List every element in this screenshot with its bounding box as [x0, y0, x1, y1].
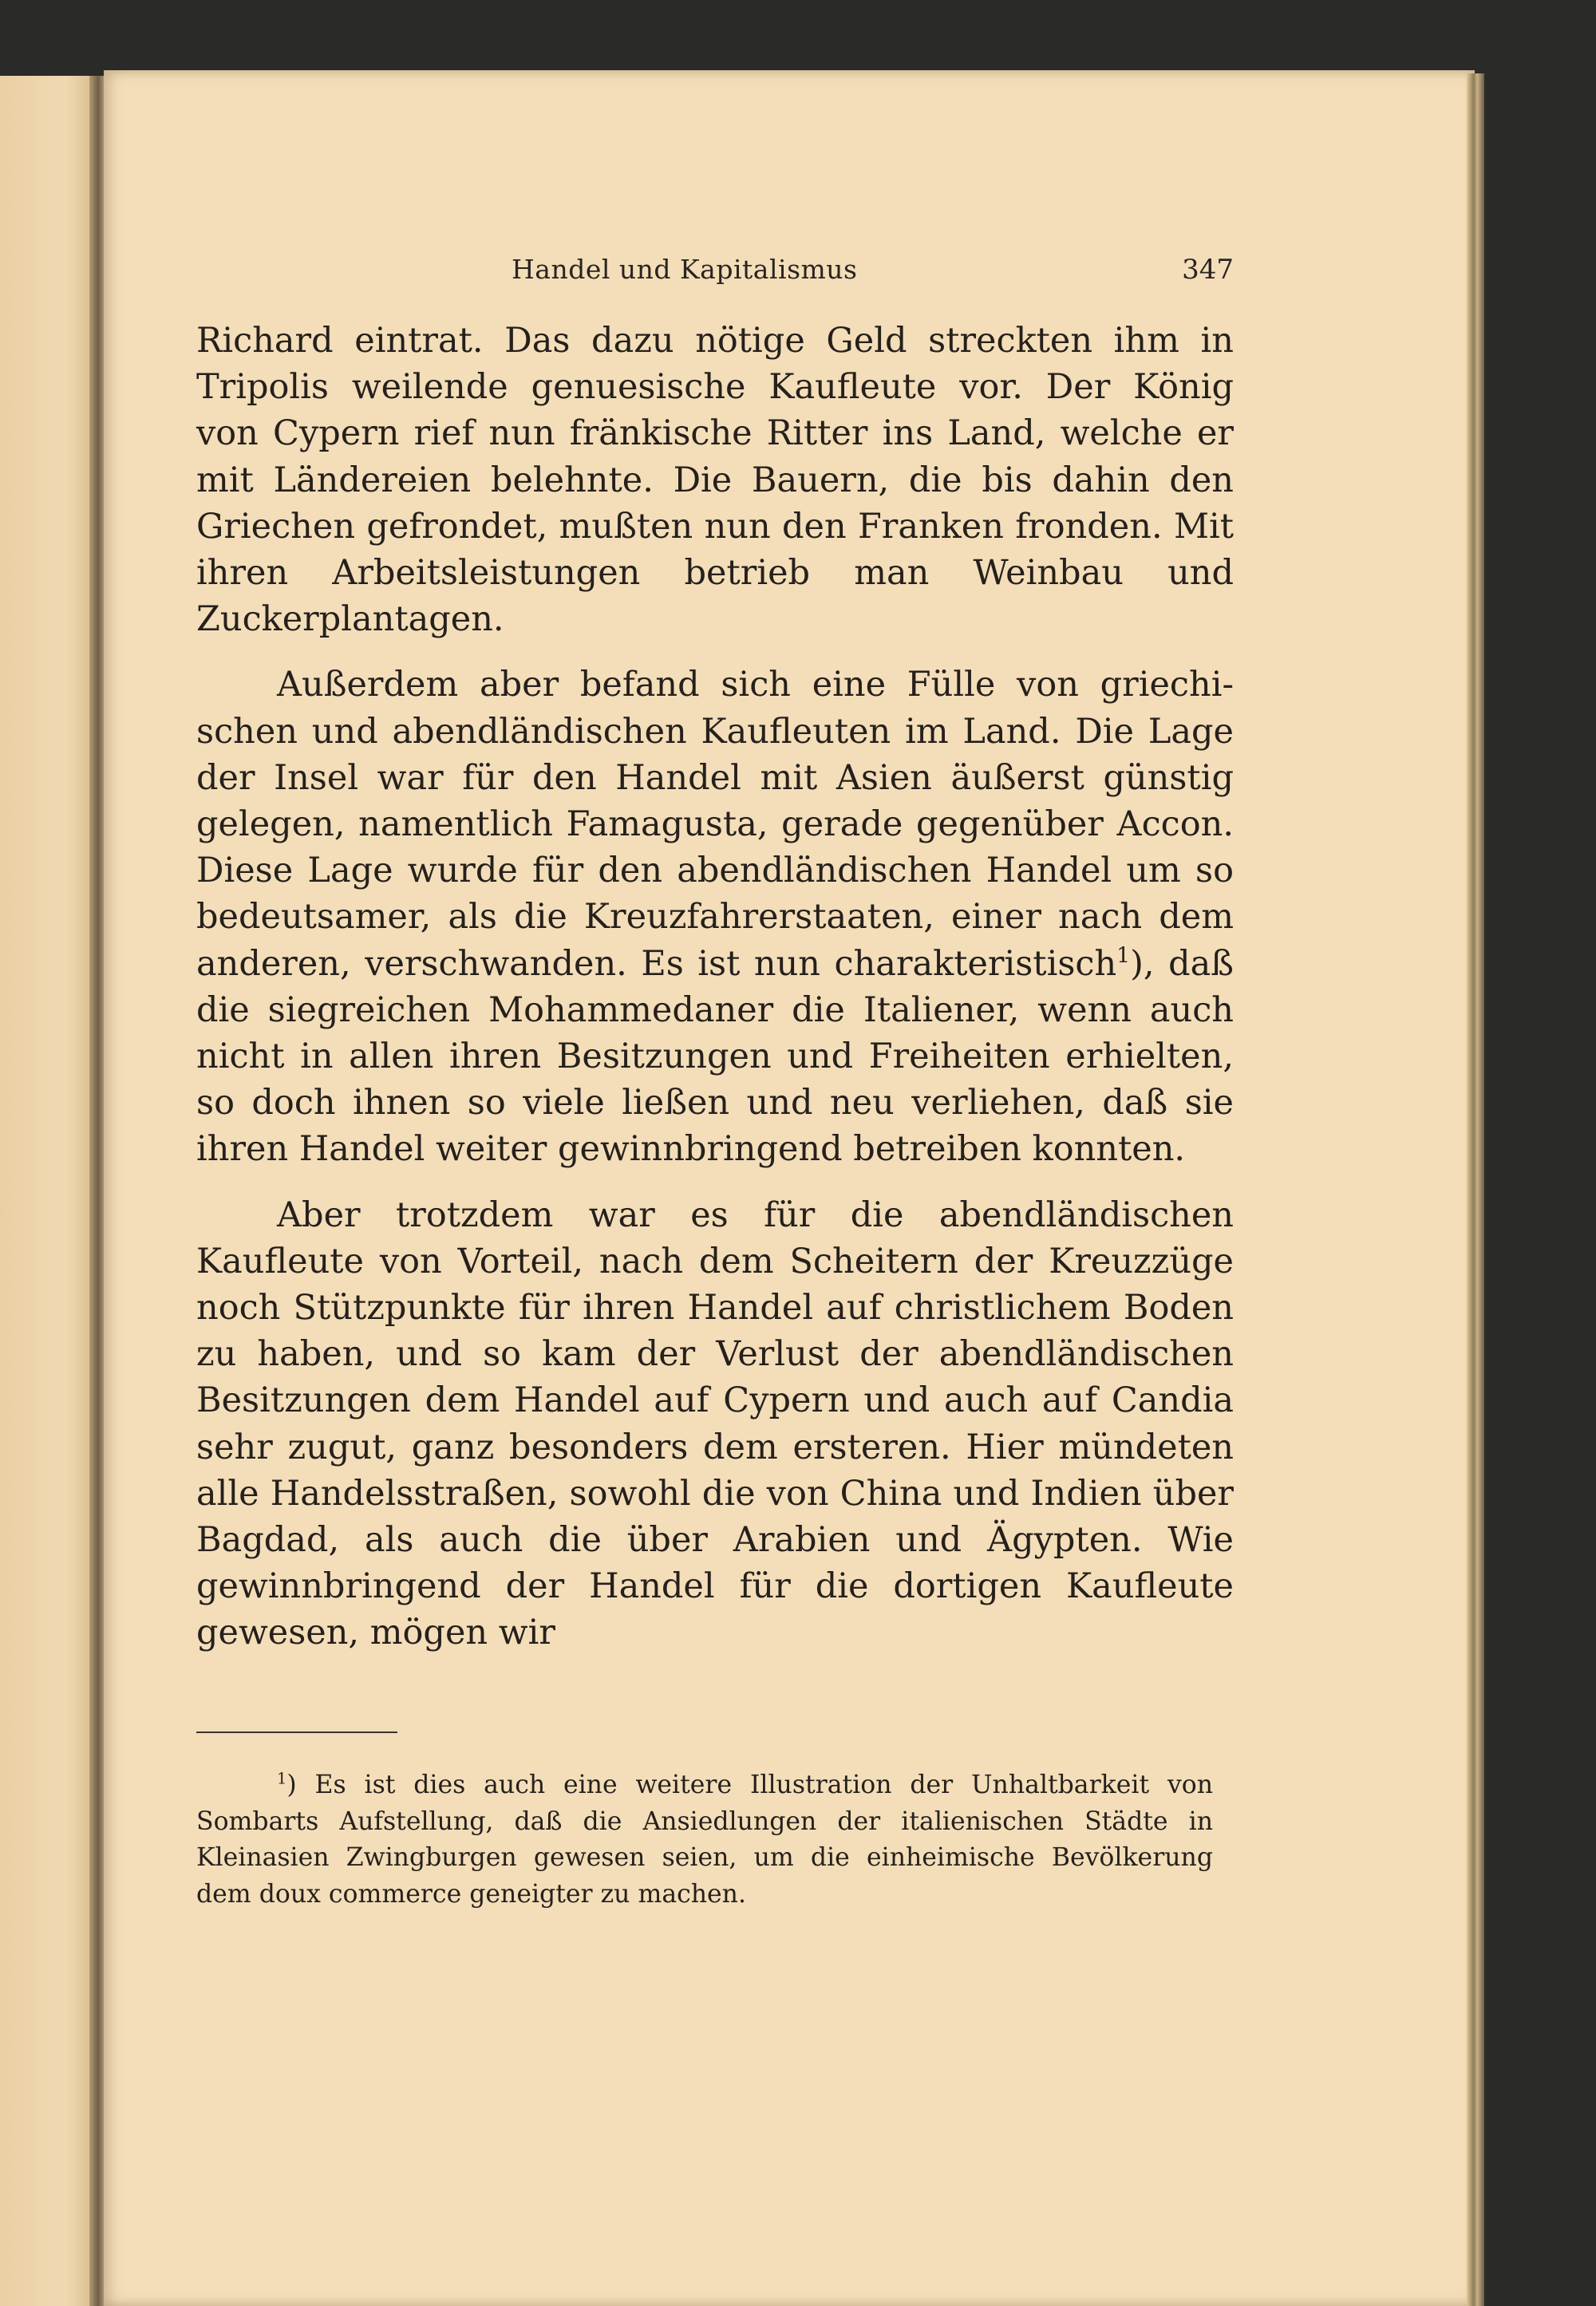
footnote-rule: [196, 1731, 397, 1733]
page-number: 347: [1182, 254, 1234, 286]
paragraph-3: Aber trotzdem war es für die abendländischen Kaufleute von Vorteil, nach dem Scheitern der Kreuzzüge noch Stützpunkte für ihren Handel auf christlichem Boden zu haben, und so kam der Verlust der abendländischen Besitzungen dem Handel auf Cypern und auch auf Candia sehr zugut, ganz besonders dem ersteren. Hier mündeten alle Handelsstraßen, sowohl die von China und Indien über Bagdad, als auch die über Arabien und Ägypten. Wie gewinnbringend der Handel für die dortigen Kaufleute gewesen, mögen wir: [196, 1194, 1234, 1653]
page-header: [196, 254, 1234, 294]
footnote-text: ) Es ist dies auch eine weitere Illustration der Unhaltbarkeit von Sombarts Aufstellung, daß die Ansiedlungen der italienischen Städte in Kleinasien Zwingburgen gewesen seien, um die einheimische Bevölkerung dem doux commerce geneigter zu machen.: [196, 1771, 1213, 1909]
footnote: [196, 1767, 1213, 1913]
footnote-marker: 1: [277, 1769, 287, 1788]
facing-page-edge: [0, 76, 94, 2306]
paragraph-2-part-b: ), daß die siegreichen Mohammedaner die Italiener, wenn auch nicht in allen ihren Besitzungen und Freiheiten erhielten, so doch ihnen so viele ließen und neu verliehen, daß sie ihren Handel weiter gewinnbringend betreiben konnten.: [196, 943, 1234, 1170]
running-title: Handel und Kapitalismus: [512, 254, 858, 285]
paragraph-2-part-a: Außerdem aber befand sich eine Fülle von griechischen und abendländischen Kaufleuten im Land. Die Lage der Insel war für den Handel mit Asien äußerst günstig gelegen, namentlich Famagusta, gerade gegenüber Accon. Diese Lage wurde für den abendländischen Handel um so bedeutsamer, als die Kreuzfahrerstaaten, einer nach dem anderen, verschwanden. Es ist nun charakteristisch: [196, 665, 1234, 984]
paragraph-1: Richard eintrat. Das dazu nötige Geld streckten ihm in Tripolis weilende genuesische Kaufleute vor. Der König von Cypern rief nun fränkische Ritter ins Land, welche er mit Ländereien belehnte. Die Bauern, die bis dahin den Griechen gefrondet, mußten nun den Franken fronden. Mit ihren Arbeitsleistungen betrieb man Weinbau und Zuckerplantagen.: [196, 321, 1234, 640]
main-text: [196, 318, 1234, 1656]
paragraph-2: [196, 661, 1234, 1172]
page-fore-edge: [1467, 73, 1484, 2306]
footnote-reference: 1: [1116, 943, 1131, 969]
